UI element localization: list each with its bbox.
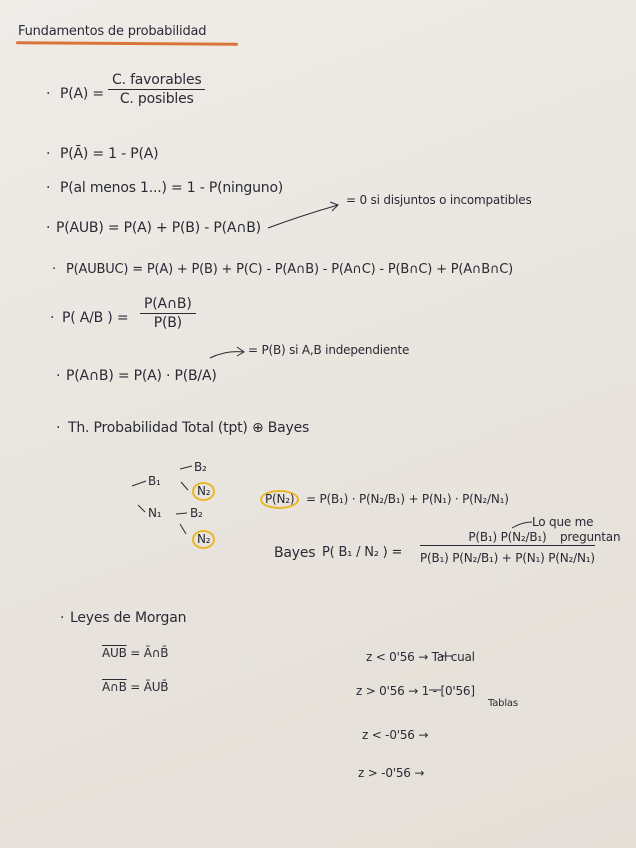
independence-arrowhead — [237, 347, 244, 356]
total-probability-heading: Th. Probabilidad Total (tpt) ⊕ Bayes — [68, 420, 310, 436]
z-rule-2: z > 0'56 → 1 - [0'56] — [356, 684, 475, 698]
formula-at-least-one: P(al menos 1...) = 1 - P(ninguno) — [60, 180, 284, 196]
disjoint-arrow — [268, 205, 338, 228]
tree-node-b1: B₁ — [148, 474, 161, 488]
branch-b1-n2 — [181, 482, 188, 490]
independence-arrow — [210, 352, 244, 358]
tree-node-b2: B₂ — [194, 460, 207, 474]
branch-n1-b2 — [176, 513, 187, 514]
tables-note: Tablas — [488, 698, 518, 709]
bullet: · — [46, 146, 51, 162]
bayes-lhs: P( B₁ / N₂ ) = — [322, 545, 403, 560]
tpt-lhs — [260, 490, 299, 509]
bayes-note-2: preguntan — [560, 530, 621, 544]
formula-complement: P(Ā) = 1 - P(A) — [60, 146, 159, 162]
formula-intersection: P(A∩B) = P(A) · P(B/A) — [66, 368, 217, 384]
formula-conditional-fraction — [140, 296, 196, 331]
highlight-circle: N₂ — [192, 482, 215, 501]
branch-n1-n2 — [180, 524, 186, 534]
disjoint-note: = 0 si disjuntos o incompatibles — [346, 193, 532, 207]
tpt-rhs: = P(B₁) · P(N₂/B₁) + P(N₁) · P(N₂/N₁) — [306, 492, 509, 506]
tree-node-n1: N₁ — [148, 506, 162, 520]
branch-root-b1 — [132, 481, 146, 486]
formula-laplace-lhs: P(A) = — [60, 86, 104, 102]
bayes-note-arrow — [512, 522, 532, 528]
branch-b1-b2 — [180, 466, 192, 469]
z-rule-3: z < -0'56 → — [362, 728, 429, 742]
formula-laplace-fraction — [108, 72, 205, 107]
fraction-denominator: P(B₁) P(N₂/B₁) + P(N₁) P(N₂/N₁) — [420, 551, 595, 565]
bayes-label: Bayes — [274, 545, 316, 561]
formula-union-three: P(AUBUC) = P(A) + P(B) + P(C) - P(A∩B) - P(A∩C) - P(B∩C) + P(A∩B∩C) — [66, 262, 514, 277]
disjoint-arrowhead — [330, 202, 338, 211]
branch-root-n1 — [138, 505, 145, 512]
highlight-circle: P(N₂) — [260, 490, 299, 509]
morgan-heading: Leyes de Morgan — [70, 610, 187, 626]
morgan-law-2-lhs: A∩B — [102, 680, 127, 694]
fraction-denominator: P(B) — [153, 315, 182, 331]
bullet: · — [46, 220, 51, 236]
formula-conditional-lhs: P( A/B ) = — [62, 310, 129, 326]
highlight-circle: N₂ — [192, 530, 215, 549]
bullet: · — [46, 180, 51, 196]
morgan-law-1-rhs: = Ā∩B̄ — [126, 646, 169, 660]
formula-union-two: P(AUB) = P(A) + P(B) - P(A∩B) — [56, 220, 261, 236]
fraction-numerator: C. favorables — [108, 72, 205, 90]
morgan-law-1 — [102, 646, 168, 660]
independence-note: = P(B) si A,B independiente — [248, 343, 410, 357]
tree-node-n2 — [192, 482, 215, 501]
bullet: · — [52, 262, 56, 277]
z-rule-1: z < 0'56 → Tal cual — [366, 650, 475, 664]
tree-node-n2-lower — [192, 530, 215, 549]
bayes-fraction — [420, 530, 595, 565]
morgan-law-2-rhs: = ĀUB̄ — [126, 680, 169, 694]
bullet: · — [50, 310, 55, 326]
title-underline — [16, 41, 238, 46]
bullet: · — [56, 368, 61, 384]
fraction-numerator: P(B₁) P(N₂/B₁) — [420, 530, 595, 546]
morgan-law-1-lhs: $\overline{AUB}$ — [102, 646, 127, 660]
morgan-law-2 — [102, 680, 168, 694]
bayes-note-1: Lo que me — [532, 515, 594, 529]
page-title: Fundamentos de probabilidad — [18, 24, 207, 39]
fraction-numerator: P(A∩B) — [140, 296, 196, 314]
z-rule-4: z > -0'56 → — [358, 766, 425, 780]
tree-node-b2-lower: B₂ — [190, 506, 203, 520]
fraction-denominator: C. posibles — [119, 91, 194, 107]
bullet: · — [60, 610, 65, 626]
bullet: · — [46, 86, 51, 102]
bullet: · — [56, 420, 61, 436]
